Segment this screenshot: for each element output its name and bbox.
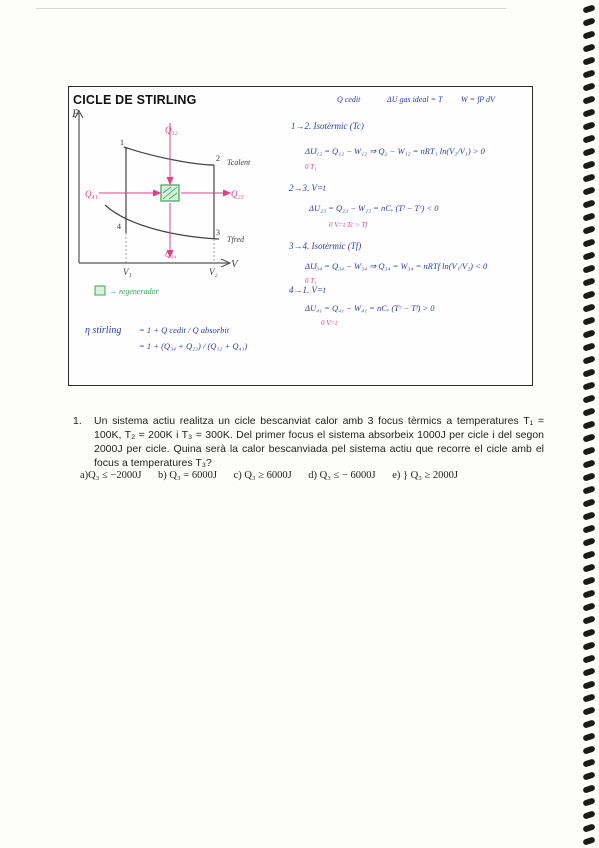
binding-ring bbox=[582, 719, 595, 728]
step-1-eq: ΔU̸₁₂ = Q₁₂ − W₁₂ ⇒ Q₂ − W₁₂ = nRT₁ ln(V₂/V₁) > 0 bbox=[305, 146, 485, 156]
binding-ring bbox=[582, 771, 595, 780]
binding-ring bbox=[582, 576, 595, 585]
binding-ring bbox=[582, 472, 595, 481]
efficiency-eq1: = 1 + Q cedit / Q absorbit bbox=[139, 325, 230, 335]
efficiency-eq2: = 1 + (Q₃₄ + Q₂₃) / (Q₁₂ + Q₄₁) bbox=[139, 341, 248, 351]
binding-ring bbox=[582, 186, 595, 195]
step-2-label: 2→3. V=t bbox=[289, 183, 326, 193]
binding-ring bbox=[582, 823, 595, 832]
point-2: 2 bbox=[216, 154, 220, 163]
binding-ring bbox=[582, 693, 595, 702]
binding-ring bbox=[582, 628, 595, 637]
question-number: 1. bbox=[73, 415, 82, 427]
binding-ring bbox=[582, 121, 595, 130]
box-title: CICLE DE STIRLING bbox=[73, 93, 197, 107]
binding-ring bbox=[582, 394, 595, 403]
label-q23: Q₂₃ bbox=[231, 189, 244, 199]
binding-ring bbox=[582, 446, 595, 455]
label-q41: Q₄₁ bbox=[85, 189, 98, 199]
p-axis-label: P bbox=[72, 106, 80, 120]
top-rule bbox=[36, 8, 506, 9]
label-v1: V₁ bbox=[123, 267, 132, 277]
label-q12: Q₁₂ bbox=[165, 125, 178, 135]
point-4: 4 bbox=[117, 222, 121, 231]
point-1: 1 bbox=[120, 138, 124, 147]
binding-ring bbox=[582, 680, 595, 689]
binding-ring bbox=[582, 589, 595, 598]
answer-b: b) Q₃ = 6000J bbox=[158, 470, 217, 481]
binding-ring bbox=[582, 524, 595, 533]
binding-ring bbox=[582, 550, 595, 559]
binding-ring bbox=[582, 498, 595, 507]
pv-axes bbox=[75, 111, 230, 267]
note-q-cedit: Q cedit bbox=[337, 95, 361, 104]
step-3-note: 0 T₁ bbox=[305, 277, 317, 285]
binding-ring bbox=[582, 17, 595, 26]
binding-ring bbox=[582, 69, 595, 78]
label-t-fred: Tfred bbox=[227, 235, 245, 244]
isotherm-hot bbox=[124, 147, 214, 165]
binding-ring bbox=[582, 251, 595, 260]
binding-ring bbox=[582, 602, 595, 611]
regen-legend-box bbox=[95, 286, 105, 295]
note-delta-u: ΔU gas ideal = T bbox=[387, 95, 443, 104]
binding-ring bbox=[582, 316, 595, 325]
binding-ring bbox=[582, 134, 595, 143]
binding-ring bbox=[582, 459, 595, 468]
label-t-calent: Tcalent bbox=[227, 158, 251, 167]
binding-ring bbox=[582, 342, 595, 351]
step-1-label: 1→2. Isotèrmic (Tc) bbox=[291, 121, 364, 131]
binding-ring bbox=[582, 212, 595, 221]
answer-a: a)Q₃ ≤ −2000J bbox=[80, 470, 142, 481]
binding-ring bbox=[582, 381, 595, 390]
step-4-note: 0 V=t bbox=[321, 319, 338, 327]
binding-ring bbox=[582, 433, 595, 442]
answer-d: d) Q₃ ≤ − 6000J bbox=[308, 470, 376, 481]
label-v2: V₂ bbox=[209, 267, 218, 277]
answer-options bbox=[80, 470, 472, 481]
binding-ring bbox=[582, 407, 595, 416]
regen-legend-label: → regenerador bbox=[109, 287, 159, 296]
binding-ring bbox=[582, 758, 595, 767]
binding-ring bbox=[582, 238, 595, 247]
step-1-note: 0 T₁ bbox=[305, 163, 317, 171]
step-3-eq: ΔU̸₃₄ = Q₃₄ − W₃₄ ⇒ Q₃₄ = W₃₄ = nRTf ln(V₁/V₂) < 0 bbox=[305, 261, 488, 271]
isotherm-cold bbox=[105, 205, 219, 239]
binding-ring bbox=[582, 485, 595, 494]
binding-ring bbox=[582, 173, 595, 182]
question-1 bbox=[74, 414, 544, 470]
question-text: Un sistema actiu realitza un cicle bescanviat calor amb 3 focus tèrmics a temperatures T₁ = 100K, T₂ = 200K i T₃ = 300K. Del primer focus el sistema absorbeix 1000J per cicle i del segon 2000J per cicle. Quina serà la calor bescanviada pel sistema actiu que recorre el cicle amb el focus a temperatures T₃? bbox=[94, 415, 544, 469]
binding-ring bbox=[582, 199, 595, 208]
answer-e: e) } Q₃ ≥ 2000J bbox=[392, 470, 458, 481]
binding-ring bbox=[582, 82, 595, 91]
binding-ring bbox=[582, 303, 595, 312]
binding-ring bbox=[582, 290, 595, 299]
stirling-cycle-box bbox=[68, 86, 533, 386]
binding-ring bbox=[582, 43, 595, 52]
binding-ring bbox=[582, 784, 595, 793]
efficiency-lhs: η stirling bbox=[85, 325, 122, 336]
binding-ring bbox=[582, 654, 595, 663]
step-2-eq: ΔU₂₃ = Q₂₃ − W₂₃ = nCᵥ (Tᶠ − Tᶜ) < 0 bbox=[309, 203, 439, 213]
binding-ring bbox=[582, 836, 595, 845]
step-4-eq: ΔU₄₁ = Q₄₁ − W₄₁ = nCᵥ (Tᶜ − Tᶠ) > 0 bbox=[305, 303, 435, 313]
binding-ring bbox=[582, 368, 595, 377]
binding-ring bbox=[582, 95, 595, 104]
binding-ring bbox=[582, 160, 595, 169]
binding-ring bbox=[582, 732, 595, 741]
v-axis-label: V bbox=[231, 258, 238, 270]
binding-ring bbox=[582, 225, 595, 234]
binding-ring bbox=[582, 329, 595, 338]
binding-ring bbox=[582, 797, 595, 806]
binding-ring bbox=[582, 56, 595, 65]
binding-ring bbox=[582, 355, 595, 364]
binding-ring bbox=[582, 30, 595, 39]
binding-ring bbox=[582, 667, 595, 676]
binding-ring bbox=[582, 4, 595, 13]
label-q34: Q₃₄ bbox=[165, 250, 177, 259]
binding-ring bbox=[582, 277, 595, 286]
binding-ring bbox=[582, 745, 595, 754]
binding-ring bbox=[582, 264, 595, 273]
binding-ring bbox=[582, 147, 595, 156]
point-3: 3 bbox=[216, 228, 220, 237]
answer-c: c) Q₃ ≥ 6000J bbox=[233, 470, 292, 481]
binding-ring bbox=[582, 511, 595, 520]
stirling-diagram bbox=[69, 87, 531, 383]
binding-ring bbox=[582, 563, 595, 572]
binding-ring bbox=[582, 810, 595, 819]
binding-ring bbox=[582, 615, 595, 624]
binding-ring bbox=[582, 537, 595, 546]
step-3-label: 3→4. Isotèrmic (Tf) bbox=[289, 241, 362, 251]
binding-ring bbox=[582, 641, 595, 650]
note-w: W = ∫P dV bbox=[461, 95, 495, 104]
binding-ring bbox=[582, 420, 595, 429]
step-2-note: 0 V=t Tc > Tf bbox=[329, 221, 368, 229]
binding-ring bbox=[582, 706, 595, 715]
spiral-binding bbox=[577, 0, 599, 848]
step-4-label: 4→1. V=t bbox=[289, 285, 326, 295]
binding-ring bbox=[582, 108, 595, 117]
